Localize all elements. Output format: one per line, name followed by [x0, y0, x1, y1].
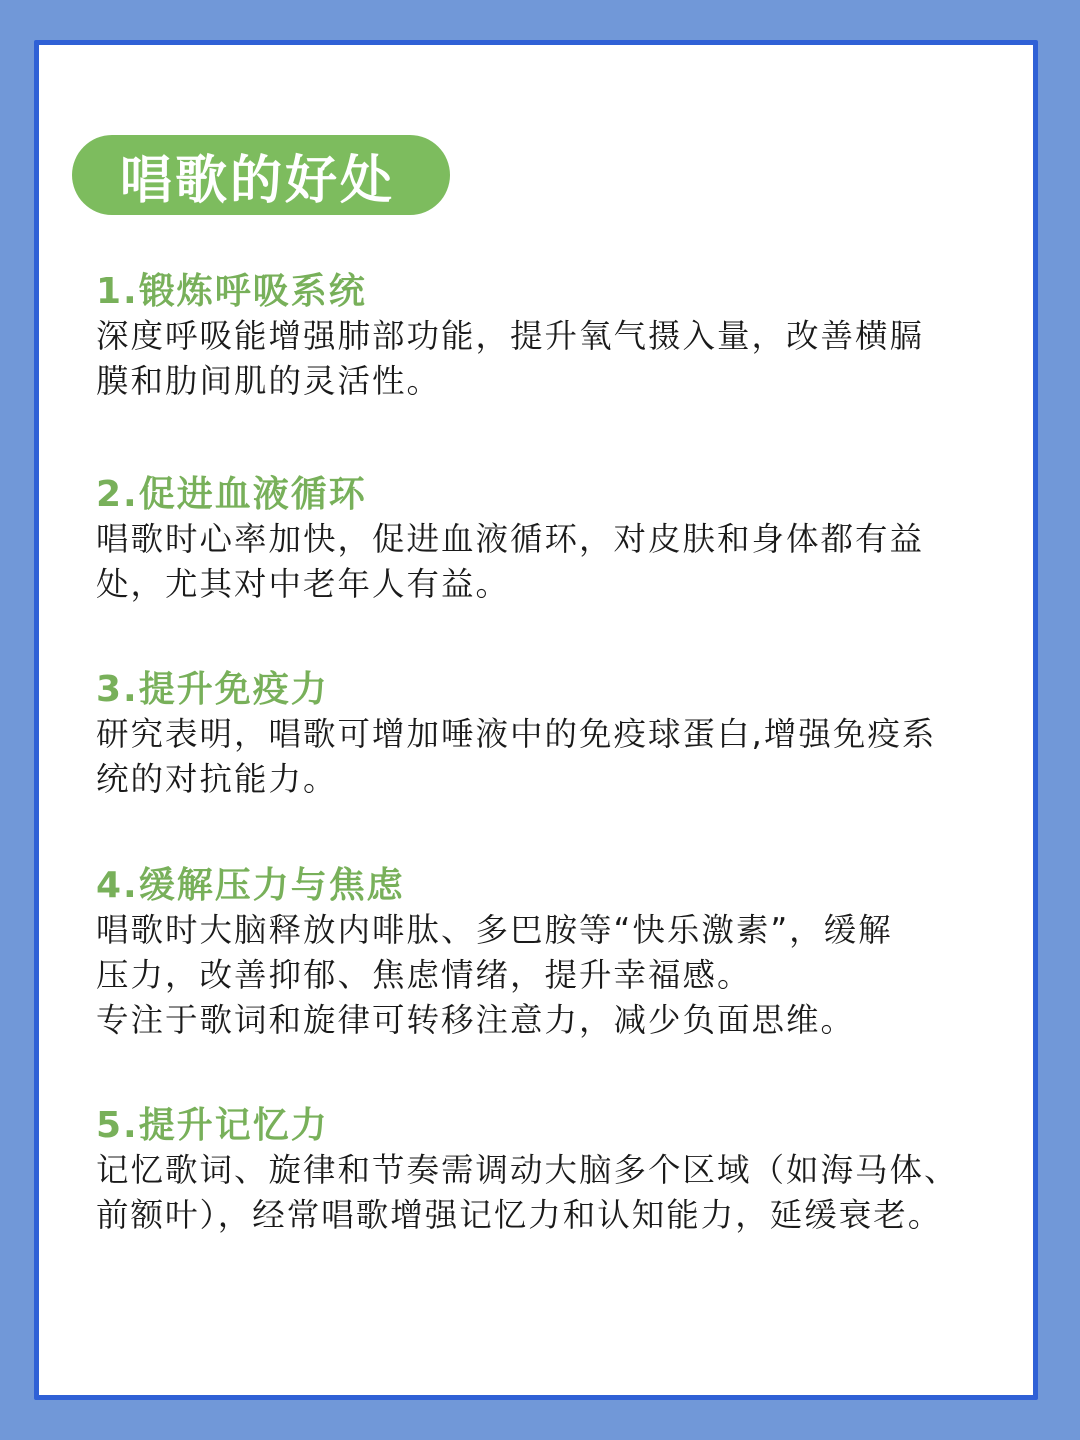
section-stress-relief [96, 864, 996, 1043]
section-text-line: 压力，改善抑郁、焦虑情绪，提升幸福感。 [96, 956, 752, 994]
section-heading: 3.提升免疫力 [96, 669, 329, 710]
section-text-line: 专注于歌词和旋律可转移注意力，减少负面思维。 [96, 1001, 856, 1039]
section-text-line: 唱歌时心率加快，促进血液循环，对皮肤和身体都有益 [96, 520, 925, 558]
section-text-line: 处，尤其对中老年人有益。 [96, 565, 511, 603]
section-heading: 5.提升记忆力 [96, 1105, 329, 1146]
section-text-line: 前额叶），经常唱歌增强记忆力和认知能力，延缓衰老。 [96, 1196, 943, 1234]
section-immunity [96, 668, 996, 802]
title-badge [72, 135, 450, 215]
section-text-line: 记忆歌词、旋律和节奏需调动大脑多个区域（如海马体、 [96, 1151, 959, 1189]
section-text-line: 统的对抗能力。 [96, 760, 338, 798]
section-breathing [96, 270, 996, 404]
section-text-line: 膜和肋间肌的灵活性。 [96, 362, 442, 400]
section-heading: 2.促进血液循环 [96, 474, 367, 515]
section-heading: 4.缓解压力与焦虑 [96, 865, 405, 906]
section-text-line: 深度呼吸能增强肺部功能，提升氧气摄入量，改善横膈 [96, 317, 925, 355]
section-memory [96, 1104, 996, 1238]
section-heading: 1.锻炼呼吸系统 [96, 271, 367, 312]
section-text-line: 唱歌时大脑释放内啡肽、多巴胺等“快乐激素”，缓解 [96, 911, 893, 949]
section-text-line: 研究表明，唱歌可增加唾液中的免疫球蛋白,增强免疫系 [96, 715, 937, 753]
section-circulation [96, 473, 996, 607]
page-title: 唱歌的好处 [120, 150, 396, 211]
